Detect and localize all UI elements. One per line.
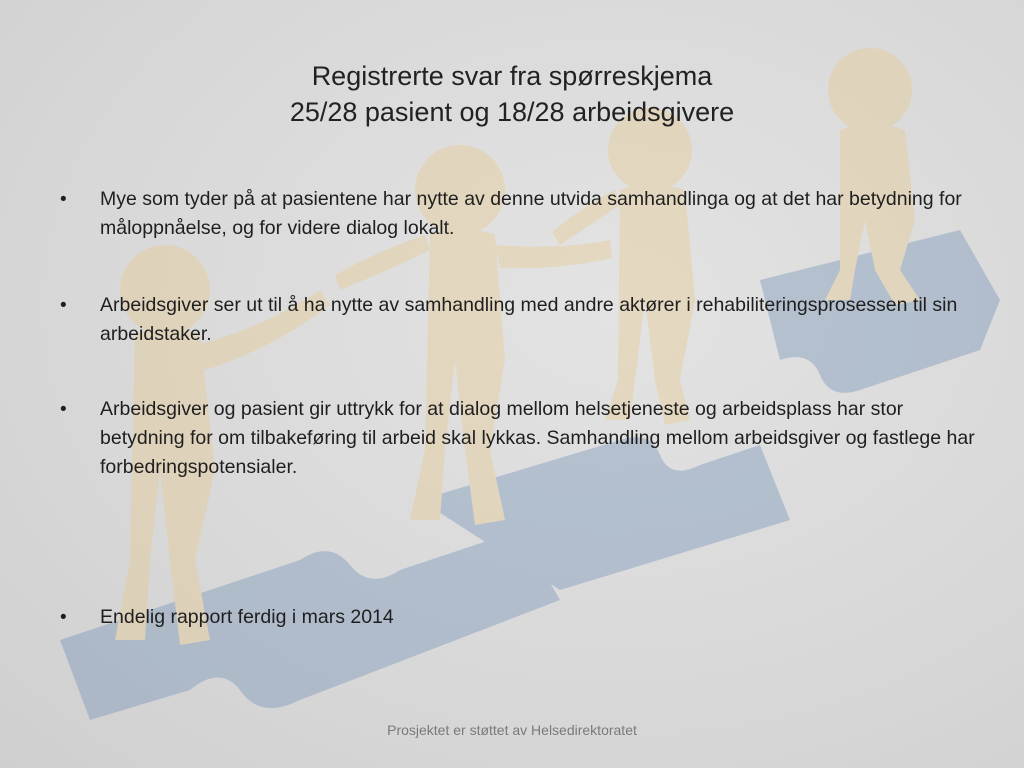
bullet-item xyxy=(60,291,980,349)
bullet-icon: • xyxy=(60,189,67,210)
title-line-1: Registrerte svar fra spørreskjema xyxy=(311,61,713,91)
bullet-text: Endelig rapport ferdig i mars 2014 xyxy=(100,606,394,628)
bullet-item xyxy=(60,603,980,632)
slide-title xyxy=(80,58,944,130)
bullet-icon: • xyxy=(60,607,67,628)
figure-icon xyxy=(552,108,695,425)
bullet-icon: • xyxy=(60,295,67,316)
bullet-text: Mye som tyder på at pasientene har nytte av denne utvida samhandlinga og at det har betydning for måloppnåelse, og for videre dialog lokalt. xyxy=(100,188,962,239)
bullet-item xyxy=(60,185,980,243)
bullet-text: Arbeidsgiver og pasient gir uttrykk for at dialog mellom helsetjeneste og arbeidsplass har stor betydning for om tilbakeføring til arbeid skal lykkas. Samhandling mellom arbeidsgiver og fastlege har forbedringspotensialer. xyxy=(100,398,975,478)
bullet-text: Arbeidsgiver ser ut til å ha nytte av samhandling med andre aktører i rehabiliteringsprosessen til sin arbeidstaker. xyxy=(100,294,958,345)
bullet-icon: • xyxy=(60,399,67,420)
bullet-item xyxy=(60,395,980,482)
title-line-2: 25/28 pasient og 18/28 arbeidsgivere xyxy=(289,97,735,127)
footer-text: Prosjektet er støttet av Helsedirektoratet xyxy=(387,722,637,738)
